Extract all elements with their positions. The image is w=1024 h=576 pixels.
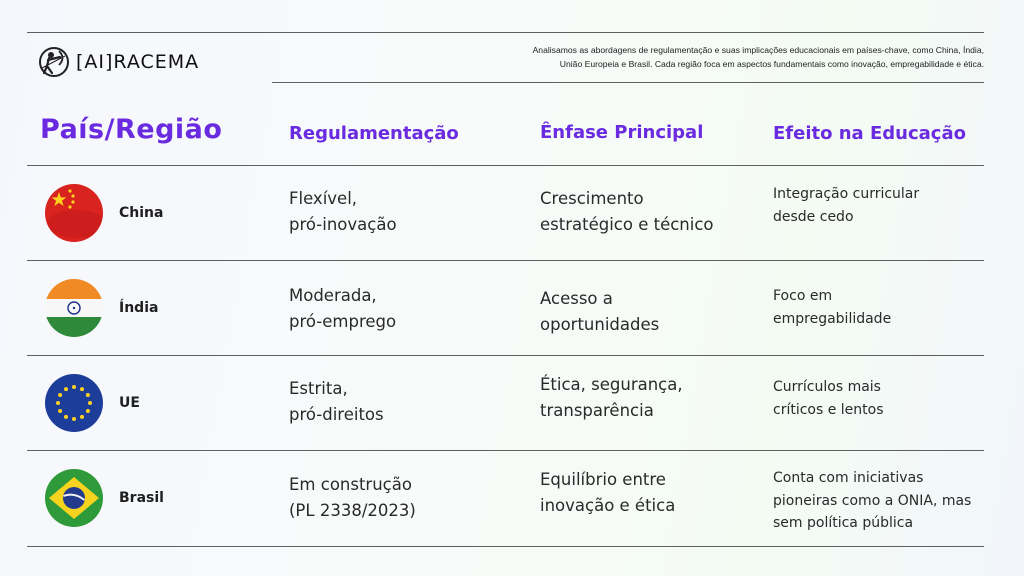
emphasis-line: Ética, segurança,	[540, 375, 683, 394]
country-label: China	[119, 205, 164, 221]
intro-line: União Europeia e Brasil. Cada região foca em aspectos fundamentais como inovação, empregabilidade e ética.	[559, 59, 984, 69]
emphasis-cell	[540, 186, 714, 238]
effect-line: pioneiras como a ONIA, mas	[773, 492, 972, 509]
regulation-cell	[289, 472, 416, 524]
emphasis-cell	[540, 372, 683, 424]
emphasis-line: oportunidades	[540, 315, 660, 334]
regulation-line: Moderada,	[289, 286, 377, 305]
header-country: País/Região	[40, 114, 223, 145]
country-label: Índia	[119, 300, 159, 316]
emphasis-line: transparência	[540, 401, 654, 420]
header-rule	[272, 82, 984, 83]
brand-logo	[38, 46, 199, 78]
regulation-line: pró-emprego	[289, 312, 397, 331]
brand-name: [AI]RACEMA	[76, 51, 200, 73]
country-label: Brasil	[119, 490, 164, 506]
effect-line: empregabilidade	[773, 310, 892, 327]
header-regulation: Regulamentação	[289, 123, 459, 144]
effect-line: Foco em	[773, 288, 833, 304]
effect-cell	[773, 467, 971, 535]
row-divider	[27, 260, 984, 261]
effect-line: Integração curricular	[773, 186, 920, 202]
intro-text	[484, 43, 984, 71]
country-label: UE	[119, 395, 140, 411]
regulation-line: pró-direitos	[289, 405, 384, 424]
china-flag-icon	[45, 184, 103, 242]
effect-line: Conta com iniciativas	[773, 470, 924, 486]
emphasis-line: Equilíbrio entre	[540, 470, 666, 489]
brazil-flag-icon	[45, 469, 103, 527]
emphasis-line: Acesso a	[540, 289, 613, 308]
emphasis-cell	[540, 286, 659, 338]
emphasis-line: estratégico e técnico	[540, 215, 714, 234]
row-divider	[27, 355, 984, 356]
top-rule	[27, 32, 984, 33]
regulation-line: Flexível,	[289, 189, 358, 208]
effect-cell	[773, 183, 919, 228]
regulation-line: Em construção	[289, 475, 412, 494]
eu-flag-icon	[45, 374, 103, 432]
emphasis-line: Crescimento	[540, 189, 644, 208]
effect-cell	[773, 285, 891, 330]
emphasis-cell	[540, 467, 675, 519]
india-flag-icon	[45, 279, 103, 337]
archer-logo-icon	[38, 46, 70, 78]
regulation-cell	[289, 283, 396, 335]
intro-line: Analisamos as abordagens de regulamentação e suas implicações educacionais em países-chave, como China, Índia,	[532, 45, 984, 55]
effect-line: sem política pública	[773, 515, 914, 531]
row-divider	[27, 450, 984, 451]
effect-line: Currículos mais	[773, 379, 881, 395]
regulation-line: Estrita,	[289, 379, 348, 398]
header-effect: Efeito na Educação	[773, 123, 966, 144]
emphasis-line: inovação e ética	[540, 496, 676, 515]
row-divider	[27, 546, 984, 547]
effect-cell	[773, 376, 884, 421]
regulation-cell	[289, 186, 397, 238]
regulation-line: pró-inovação	[289, 215, 397, 234]
regulation-cell	[289, 376, 384, 428]
effect-line: críticos e lentos	[773, 401, 884, 418]
row-divider	[27, 165, 984, 166]
regulation-line: (PL 2338/2023)	[289, 501, 416, 520]
effect-line: desde cedo	[773, 208, 854, 225]
header-emphasis: Ênfase Principal	[540, 122, 704, 143]
